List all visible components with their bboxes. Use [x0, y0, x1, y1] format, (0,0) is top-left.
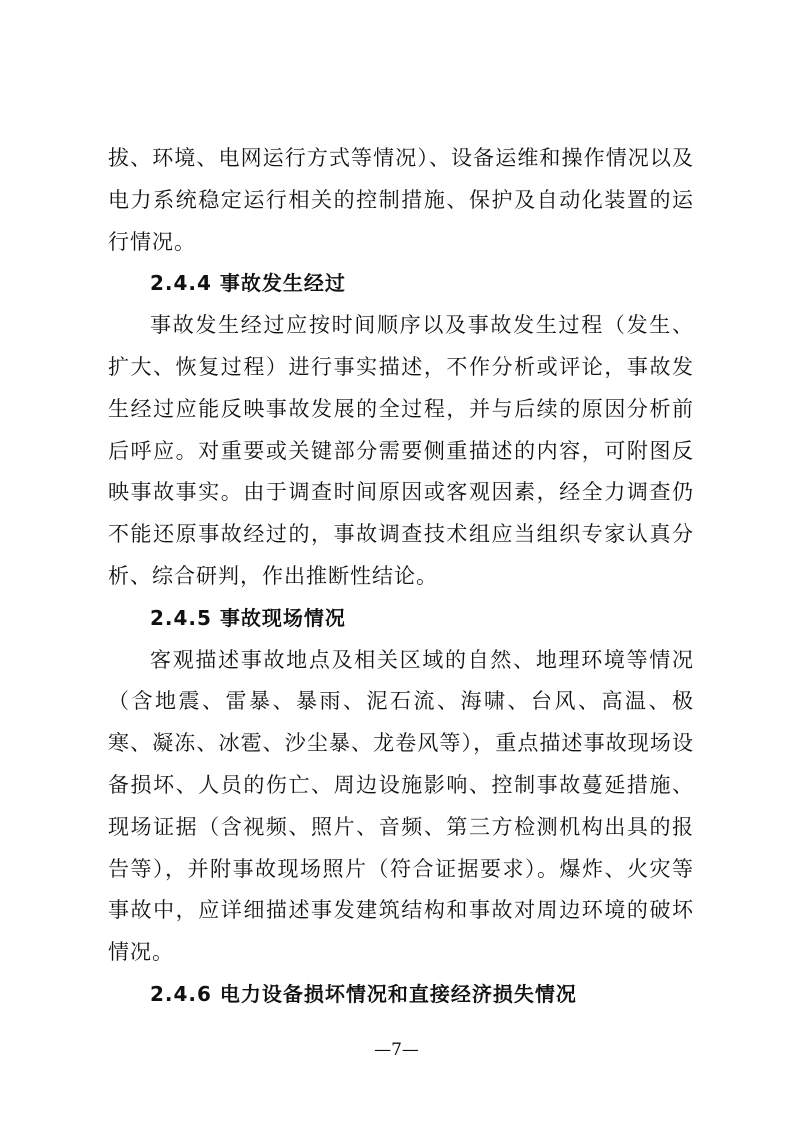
- section-heading-2-4-5: 2.4.5 事故现场情况: [150, 605, 346, 630]
- section-heading-2-4-6: 2.4.6 电力设备损坏情况和直接经济损失情况: [150, 981, 577, 1006]
- page-number: —7—: [374, 1040, 419, 1060]
- paragraph-accident-scene: 客观描述事故地点及相关区域的自然、地理环境等情况（含地震、雷暴、暴雨、泥石流、海啸、台风、高温、极寒、凝冻、冰雹、沙尘暴、龙卷风等），重点描述事故现场设备损坏、人员的伤亡、周边设施影响、控制事故蔓延措施、现场证据（含视频、照片、音频、第三方检测机构出具的报告等），并附事故现场照片（符合证据要求）。爆炸、火灾等事故中，应详细描述事发建筑结构和事故对周边环境的破坏情况。: [108, 647, 694, 965]
- paragraph-continuation: 拔、环境、电网运行方式等情况）、设备运维和操作情况以及电力系统稳定运行相关的控制措施、保护及自动化装置的运行情况。: [108, 146, 694, 254]
- paragraph-accident-process: 事故发生经过应按时间顺序以及事故发生过程（发生、扩大、恢复过程）进行事实描述，不作分析或评论，事故发生经过应能反映事故发展的全过程，并与后续的原因分析前后呼应。对重要或关键部分需要侧重描述的内容，可附图反映事故事实。由于调查时间原因或客观因素，经全力调查仍不能还原事故经过的，事故调查技术组应当组织专家认真分析、综合研判，作出推断性结论。: [108, 313, 694, 588]
- section-heading-2-4-4: 2.4.4 事故发生经过: [150, 271, 346, 296]
- document-body: [108, 138, 694, 1016]
